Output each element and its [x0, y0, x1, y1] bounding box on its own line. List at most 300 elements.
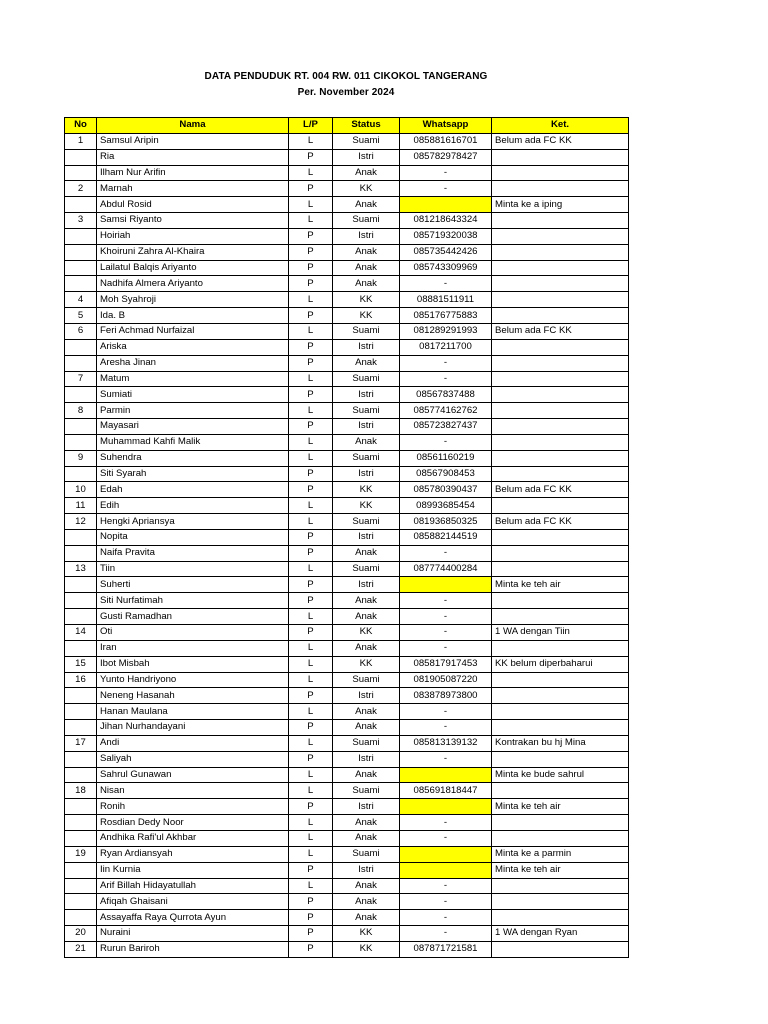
- cell-nama: Ibot Misbah: [97, 656, 289, 672]
- cell-status: Istri: [333, 751, 400, 767]
- cell-nama: Ida. B: [97, 308, 289, 324]
- table-row: [65, 593, 629, 609]
- cell-status: Suami: [333, 672, 400, 688]
- cell-whatsapp: 081218643324: [400, 213, 492, 229]
- cell-no: 18: [65, 783, 97, 799]
- cell-no: 11: [65, 498, 97, 514]
- table-row: [65, 434, 629, 450]
- cell-lp: L: [289, 450, 333, 466]
- cell-status: Istri: [333, 149, 400, 165]
- column-header-ket: Ket.: [492, 118, 629, 134]
- cell-ket: [492, 720, 629, 736]
- cell-whatsapp: [400, 577, 492, 593]
- table-row: [65, 387, 629, 403]
- cell-lp: P: [289, 387, 333, 403]
- table-row: [65, 339, 629, 355]
- cell-lp: L: [289, 656, 333, 672]
- cell-ket: [492, 910, 629, 926]
- cell-ket: [492, 609, 629, 625]
- table-row: [65, 323, 629, 339]
- cell-no: 9: [65, 450, 97, 466]
- table-row: [65, 799, 629, 815]
- cell-no: [65, 466, 97, 482]
- cell-no: [65, 751, 97, 767]
- cell-status: Anak: [333, 593, 400, 609]
- cell-status: Suami: [333, 323, 400, 339]
- cell-lp: L: [289, 846, 333, 862]
- cell-ket: [492, 149, 629, 165]
- cell-ket: Belum ada FC KK: [492, 133, 629, 149]
- cell-lp: P: [289, 910, 333, 926]
- cell-status: Suami: [333, 783, 400, 799]
- cell-no: 6: [65, 323, 97, 339]
- cell-lp: P: [289, 260, 333, 276]
- cell-nama: Parmin: [97, 403, 289, 419]
- cell-whatsapp: -: [400, 704, 492, 720]
- cell-ket: [492, 371, 629, 387]
- column-header-no: No: [65, 118, 97, 134]
- cell-nama: Saliyah: [97, 751, 289, 767]
- cell-status: Suami: [333, 846, 400, 862]
- cell-lp: L: [289, 292, 333, 308]
- table-row: [65, 830, 629, 846]
- cell-lp: P: [289, 751, 333, 767]
- cell-lp: P: [289, 862, 333, 878]
- cell-status: Suami: [333, 213, 400, 229]
- cell-status: Anak: [333, 434, 400, 450]
- cell-lp: P: [289, 339, 333, 355]
- table-row: [65, 846, 629, 862]
- cell-ket: [492, 244, 629, 260]
- cell-nama: Rurun Bariroh: [97, 941, 289, 957]
- cell-whatsapp: -: [400, 545, 492, 561]
- cell-nama: Yunto Handriyono: [97, 672, 289, 688]
- cell-whatsapp: -: [400, 181, 492, 197]
- cell-lp: P: [289, 276, 333, 292]
- page-title: DATA PENDUDUK RT. 004 RW. 011 CIKOKOL TANGERANG: [204, 71, 488, 82]
- cell-ket: Minta ke a iping: [492, 197, 629, 213]
- cell-status: Anak: [333, 545, 400, 561]
- table-row: [65, 197, 629, 213]
- table-row: [65, 640, 629, 656]
- cell-ket: [492, 228, 629, 244]
- cell-no: [65, 688, 97, 704]
- cell-ket: [492, 434, 629, 450]
- cell-status: Suami: [333, 735, 400, 751]
- cell-no: [65, 355, 97, 371]
- cell-nama: Hoiriah: [97, 228, 289, 244]
- table-row: [65, 133, 629, 149]
- table-row: [65, 577, 629, 593]
- cell-status: Anak: [333, 276, 400, 292]
- cell-whatsapp: 085691818447: [400, 783, 492, 799]
- cell-nama: Matum: [97, 371, 289, 387]
- cell-ket: [492, 466, 629, 482]
- cell-whatsapp: 08881511911: [400, 292, 492, 308]
- cell-lp: L: [289, 133, 333, 149]
- table-row: [65, 466, 629, 482]
- cell-status: Anak: [333, 720, 400, 736]
- cell-nama: Edah: [97, 482, 289, 498]
- cell-nama: Suherti: [97, 577, 289, 593]
- cell-whatsapp: -: [400, 355, 492, 371]
- cell-ket: Minta ke bude sahrul: [492, 767, 629, 783]
- table-row: [65, 308, 629, 324]
- cell-nama: Nopita: [97, 529, 289, 545]
- cell-no: 13: [65, 561, 97, 577]
- cell-status: Suami: [333, 133, 400, 149]
- cell-no: [65, 529, 97, 545]
- cell-ket: [492, 561, 629, 577]
- table-header-row: [65, 118, 629, 134]
- cell-lp: L: [289, 434, 333, 450]
- cell-no: 8: [65, 403, 97, 419]
- cell-lp: P: [289, 593, 333, 609]
- cell-nama: Ria: [97, 149, 289, 165]
- cell-status: KK: [333, 292, 400, 308]
- cell-lp: L: [289, 815, 333, 831]
- cell-whatsapp: -: [400, 609, 492, 625]
- cell-status: Anak: [333, 244, 400, 260]
- cell-ket: [492, 941, 629, 957]
- cell-whatsapp: 085782978427: [400, 149, 492, 165]
- table-row: [65, 228, 629, 244]
- cell-lp: L: [289, 783, 333, 799]
- cell-nama: Aresha Jinan: [97, 355, 289, 371]
- cell-ket: [492, 688, 629, 704]
- cell-no: [65, 862, 97, 878]
- cell-whatsapp: 083878973800: [400, 688, 492, 704]
- table-row: [65, 751, 629, 767]
- column-header-nama: Nama: [97, 118, 289, 134]
- cell-status: Anak: [333, 830, 400, 846]
- cell-nama: Moh Syahroji: [97, 292, 289, 308]
- cell-no: [65, 593, 97, 609]
- cell-ket: [492, 308, 629, 324]
- cell-lp: L: [289, 672, 333, 688]
- table-row: [65, 767, 629, 783]
- cell-status: Suami: [333, 371, 400, 387]
- cell-nama: Ilham Nur Arifin: [97, 165, 289, 181]
- cell-ket: [492, 213, 629, 229]
- cell-lp: P: [289, 926, 333, 942]
- table-row: [65, 688, 629, 704]
- cell-whatsapp: 087774400284: [400, 561, 492, 577]
- cell-ket: Belum ada FC KK: [492, 323, 629, 339]
- cell-whatsapp: 085882144519: [400, 529, 492, 545]
- cell-whatsapp: 085774162762: [400, 403, 492, 419]
- cell-lp: L: [289, 514, 333, 530]
- cell-ket: [492, 751, 629, 767]
- table-row: [65, 815, 629, 831]
- cell-no: 4: [65, 292, 97, 308]
- cell-lp: L: [289, 498, 333, 514]
- cell-lp: P: [289, 577, 333, 593]
- cell-no: 3: [65, 213, 97, 229]
- cell-ket: [492, 672, 629, 688]
- cell-lp: L: [289, 878, 333, 894]
- cell-status: Anak: [333, 355, 400, 371]
- cell-lp: L: [289, 830, 333, 846]
- cell-no: 16: [65, 672, 97, 688]
- cell-status: KK: [333, 181, 400, 197]
- cell-nama: Edih: [97, 498, 289, 514]
- cell-lp: L: [289, 165, 333, 181]
- cell-whatsapp: -: [400, 593, 492, 609]
- cell-whatsapp: 085743309969: [400, 260, 492, 276]
- cell-whatsapp: -: [400, 434, 492, 450]
- cell-ket: [492, 387, 629, 403]
- cell-lp: P: [289, 688, 333, 704]
- table-row: [65, 181, 629, 197]
- cell-whatsapp: 081936850325: [400, 514, 492, 530]
- cell-status: Anak: [333, 197, 400, 213]
- cell-no: 19: [65, 846, 97, 862]
- cell-lp: P: [289, 228, 333, 244]
- cell-nama: Nuraini: [97, 926, 289, 942]
- cell-status: Anak: [333, 165, 400, 181]
- cell-nama: Siti Syarah: [97, 466, 289, 482]
- cell-nama: Rosdian Dedy Noor: [97, 815, 289, 831]
- column-header-status: Status: [333, 118, 400, 134]
- cell-status: Anak: [333, 640, 400, 656]
- cell-ket: Minta ke a parmin: [492, 846, 629, 862]
- cell-whatsapp: -: [400, 751, 492, 767]
- cell-ket: 1 WA dengan Tiin: [492, 625, 629, 641]
- cell-nama: Neneng Hasanah: [97, 688, 289, 704]
- cell-nama: Afiqah Ghaisani: [97, 894, 289, 910]
- cell-no: [65, 577, 97, 593]
- cell-whatsapp: -: [400, 371, 492, 387]
- cell-whatsapp: -: [400, 625, 492, 641]
- cell-status: Suami: [333, 403, 400, 419]
- cell-status: Anak: [333, 609, 400, 625]
- cell-nama: Khoiruni Zahra Al-Khaira: [97, 244, 289, 260]
- cell-nama: Ryan Ardiansyah: [97, 846, 289, 862]
- cell-whatsapp: -: [400, 910, 492, 926]
- cell-status: Anak: [333, 815, 400, 831]
- table-row: [65, 545, 629, 561]
- table-row: [65, 926, 629, 942]
- cell-status: Suami: [333, 561, 400, 577]
- table-row: [65, 244, 629, 260]
- cell-lp: P: [289, 799, 333, 815]
- cell-no: [65, 434, 97, 450]
- cell-no: [65, 419, 97, 435]
- cell-lp: L: [289, 767, 333, 783]
- cell-ket: [492, 830, 629, 846]
- cell-nama: Siti Nurfatimah: [97, 593, 289, 609]
- table-row: [65, 165, 629, 181]
- cell-ket: [492, 640, 629, 656]
- cell-lp: P: [289, 466, 333, 482]
- cell-whatsapp: 085176775883: [400, 308, 492, 324]
- cell-nama: Iin Kurnia: [97, 862, 289, 878]
- cell-whatsapp: 085780390437: [400, 482, 492, 498]
- cell-ket: [492, 450, 629, 466]
- cell-ket: KK belum diperbaharui: [492, 656, 629, 672]
- cell-no: [65, 910, 97, 926]
- cell-lp: L: [289, 735, 333, 751]
- cell-no: [65, 228, 97, 244]
- table-row: [65, 878, 629, 894]
- cell-no: 15: [65, 656, 97, 672]
- cell-no: [65, 276, 97, 292]
- cell-nama: Andhika Rafi'ul Akhbar: [97, 830, 289, 846]
- cell-lp: P: [289, 720, 333, 736]
- cell-status: KK: [333, 656, 400, 672]
- table-row: [65, 672, 629, 688]
- table-row: [65, 498, 629, 514]
- cell-whatsapp: 085813139132: [400, 735, 492, 751]
- cell-status: KK: [333, 926, 400, 942]
- cell-status: Istri: [333, 529, 400, 545]
- cell-status: KK: [333, 625, 400, 641]
- cell-lp: P: [289, 355, 333, 371]
- cell-whatsapp: 08561160219: [400, 450, 492, 466]
- page-subtitle: Per. November 2024: [297, 87, 395, 98]
- cell-ket: [492, 704, 629, 720]
- cell-no: 5: [65, 308, 97, 324]
- cell-whatsapp: -: [400, 720, 492, 736]
- cell-nama: Feri Achmad Nurfaizal: [97, 323, 289, 339]
- cell-whatsapp: [400, 862, 492, 878]
- cell-status: Anak: [333, 878, 400, 894]
- cell-ket: [492, 276, 629, 292]
- cell-lp: L: [289, 704, 333, 720]
- cell-whatsapp: -: [400, 640, 492, 656]
- cell-whatsapp: -: [400, 926, 492, 942]
- table-row: [65, 609, 629, 625]
- cell-no: [65, 609, 97, 625]
- cell-nama: Hengki Apriansya: [97, 514, 289, 530]
- cell-nama: Abdul Rosid: [97, 197, 289, 213]
- cell-ket: [492, 181, 629, 197]
- cell-whatsapp: 085817917453: [400, 656, 492, 672]
- table-row: [65, 403, 629, 419]
- cell-no: [65, 197, 97, 213]
- cell-lp: P: [289, 308, 333, 324]
- cell-lp: P: [289, 529, 333, 545]
- cell-whatsapp: 085719320038: [400, 228, 492, 244]
- cell-ket: [492, 419, 629, 435]
- cell-no: [65, 799, 97, 815]
- cell-ket: [492, 403, 629, 419]
- table-row: [65, 276, 629, 292]
- table-row: [65, 450, 629, 466]
- cell-no: 7: [65, 371, 97, 387]
- cell-whatsapp: 085735442426: [400, 244, 492, 260]
- cell-whatsapp: 087871721581: [400, 941, 492, 957]
- cell-status: Istri: [333, 339, 400, 355]
- resident-table: [64, 117, 629, 958]
- table-row: [65, 213, 629, 229]
- cell-nama: Hanan Maulana: [97, 704, 289, 720]
- table-row: [65, 720, 629, 736]
- cell-ket: [492, 593, 629, 609]
- table-row: [65, 561, 629, 577]
- table-row: [65, 894, 629, 910]
- cell-no: [65, 767, 97, 783]
- table-row: [65, 862, 629, 878]
- cell-whatsapp: 081905087220: [400, 672, 492, 688]
- cell-ket: [492, 529, 629, 545]
- cell-nama: Suhendra: [97, 450, 289, 466]
- cell-lp: P: [289, 419, 333, 435]
- cell-no: [65, 339, 97, 355]
- cell-whatsapp: [400, 846, 492, 862]
- cell-lp: L: [289, 213, 333, 229]
- table-row: [65, 735, 629, 751]
- cell-nama: Assayaffa Raya Qurrota Ayun: [97, 910, 289, 926]
- cell-nama: Naifa Pravita: [97, 545, 289, 561]
- cell-whatsapp: -: [400, 878, 492, 894]
- cell-status: Anak: [333, 894, 400, 910]
- cell-lp: P: [289, 941, 333, 957]
- cell-lp: P: [289, 625, 333, 641]
- cell-no: [65, 545, 97, 561]
- table-row: [65, 625, 629, 641]
- cell-ket: Minta ke teh air: [492, 862, 629, 878]
- table-row: [65, 514, 629, 530]
- cell-whatsapp: 085723827437: [400, 419, 492, 435]
- cell-ket: Minta ke teh air: [492, 799, 629, 815]
- cell-status: Istri: [333, 799, 400, 815]
- table-row: [65, 149, 629, 165]
- cell-nama: Andi: [97, 735, 289, 751]
- cell-ket: [492, 355, 629, 371]
- cell-no: 2: [65, 181, 97, 197]
- title-block: [0, 69, 692, 101]
- cell-nama: Arif Billah Hidayatullah: [97, 878, 289, 894]
- cell-no: [65, 244, 97, 260]
- cell-nama: Samsul Aripin: [97, 133, 289, 149]
- cell-nama: Nadhifa Almera Ariyanto: [97, 276, 289, 292]
- cell-nama: Ronih: [97, 799, 289, 815]
- cell-nama: Marnah: [97, 181, 289, 197]
- cell-nama: Nisan: [97, 783, 289, 799]
- cell-ket: 1 WA dengan Ryan: [492, 926, 629, 942]
- cell-status: Istri: [333, 862, 400, 878]
- cell-status: KK: [333, 498, 400, 514]
- cell-status: Anak: [333, 767, 400, 783]
- table-row: [65, 704, 629, 720]
- resident-table-body: [65, 118, 629, 958]
- cell-whatsapp: 081289291993: [400, 323, 492, 339]
- cell-no: [65, 387, 97, 403]
- cell-status: KK: [333, 482, 400, 498]
- cell-ket: [492, 894, 629, 910]
- cell-ket: [492, 292, 629, 308]
- cell-lp: P: [289, 545, 333, 561]
- cell-ket: [492, 878, 629, 894]
- cell-status: Istri: [333, 228, 400, 244]
- cell-nama: Oti: [97, 625, 289, 641]
- cell-status: Anak: [333, 704, 400, 720]
- cell-ket: Belum ada FC KK: [492, 482, 629, 498]
- cell-no: 1: [65, 133, 97, 149]
- cell-status: Istri: [333, 577, 400, 593]
- cell-lp: L: [289, 640, 333, 656]
- cell-ket: Belum ada FC KK: [492, 514, 629, 530]
- cell-lp: L: [289, 561, 333, 577]
- cell-whatsapp: [400, 197, 492, 213]
- cell-ket: Kontrakan bu hj Mina: [492, 735, 629, 751]
- cell-whatsapp: -: [400, 165, 492, 181]
- cell-ket: [492, 260, 629, 276]
- cell-no: 17: [65, 735, 97, 751]
- cell-no: [65, 704, 97, 720]
